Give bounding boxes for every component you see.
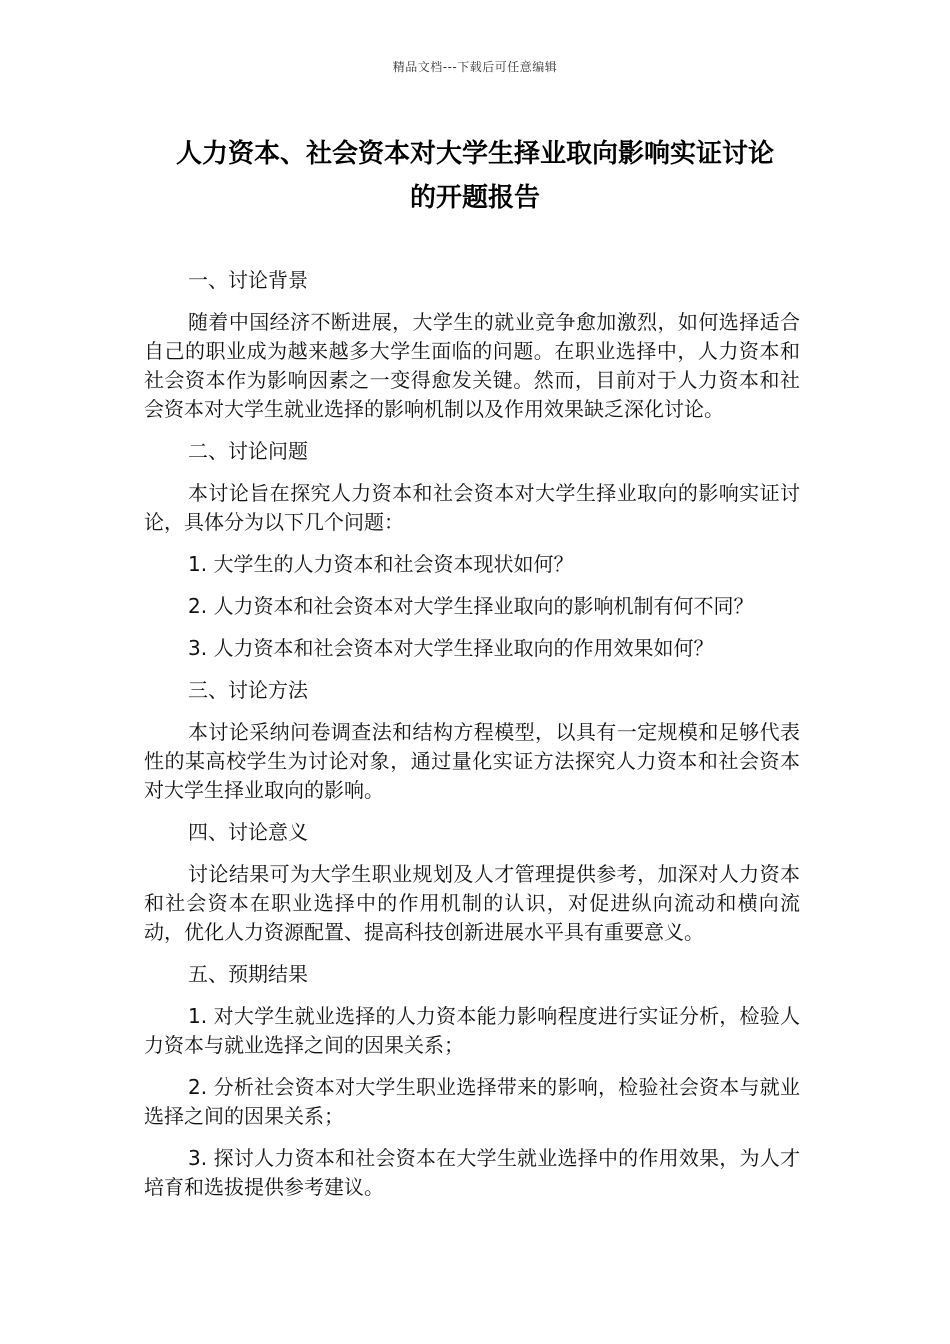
question-item-3: 3. 人力资本和社会资本对大学生择业取向的作用效果如何？ [188,636,714,660]
title-line-2: 的开题报告 [409,183,540,213]
section-heading-significance: 四、讨论意义 [188,820,308,844]
section-heading-methods: 三、讨论方法 [188,678,308,702]
paragraph-background: 随着中国经济不断进展，大学生的就业竞争愈加激烈，如何选择适合自己的职业成为越来越多大学生面临的问题。在职业选择中，人力资本和社会资本作为影响因素之一变得愈发关键。然而，目前对于人力资本和社会资本对大学生就业选择的影响机制以及作用效果缺乏深化讨论。 [144,310,800,421]
title-line-1: 人力资本、社会资本对大学生择业取向影响实证讨论 [175,139,774,169]
question-item-1: 1. 大学生的人力资本和社会资本现状如何？ [188,552,574,576]
paragraph-significance: 讨论结果可为大学生职业规划及人才管理提供参考，加深对人力资本和社会资本在职业选择中的作用机制的认识，对促进纵向流动和横向流动，优化人力资源配置、提高科技创新进展水平具有重要意义。 [144,862,800,944]
document-title [120,132,830,220]
paragraph-questions-intro: 本讨论旨在探究人力资本和社会资本对大学生择业取向的影响实证讨论，具体分为以下几个问题： [144,481,800,534]
document-body [144,266,800,1215]
section-heading-questions: 二、讨论问题 [188,439,308,463]
header-note: 精品文档---下载后可任意编辑 [392,60,558,74]
section-heading-background: 一、讨论背景 [188,268,308,292]
section-heading-expected-results: 五、预期结果 [188,962,308,986]
result-item-3: 3. 探讨人力资本和社会资本在大学生就业选择中的作用效果，为人才培育和选拔提供参考建议。 [144,1146,800,1199]
question-item-2: 2. 人力资本和社会资本对大学生择业取向的影响机制有何不同？ [188,594,754,618]
paragraph-methods: 本讨论采纳问卷调查法和结构方程模型，以具有一定规模和足够代表性的某高校学生为讨论对象，通过量化实证方法探究人力资本和社会资本对大学生择业取向的影响。 [144,720,800,802]
result-item-1: 1. 对大学生就业选择的人力资本能力影响程度进行实证分析，检验人力资本与就业选择之间的因果关系； [144,1004,800,1057]
result-item-2: 2. 分析社会资本对大学生职业选择带来的影响，检验社会资本与就业选择之间的因果关系； [144,1075,800,1128]
